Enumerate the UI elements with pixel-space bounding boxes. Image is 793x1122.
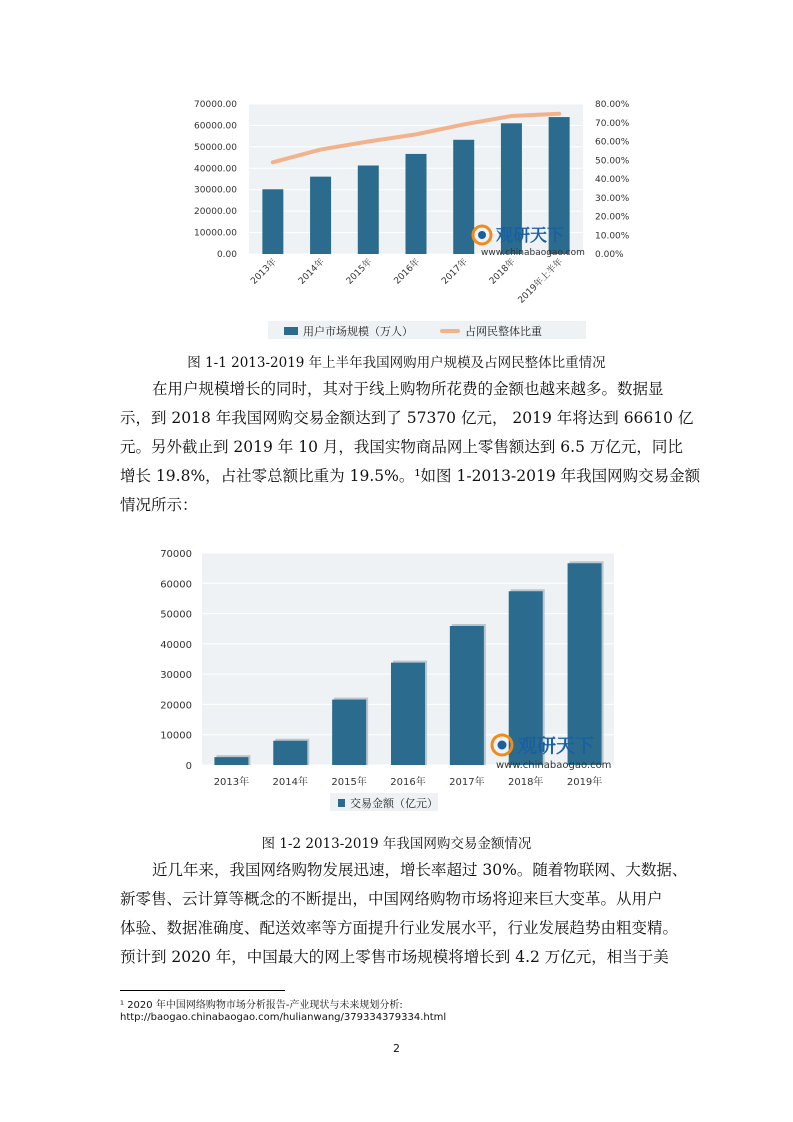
chart1-bar <box>453 140 474 254</box>
chart1-svg <box>185 98 645 350</box>
chart1-left-tick-label: 50000.00 <box>194 142 237 153</box>
chart1-left-tick-label: 0.00 <box>216 250 237 260</box>
chart1-left-tick-label: 10000.00 <box>194 228 237 239</box>
chart1-left-tick-label: 40000.00 <box>194 164 237 175</box>
paragraph-2-line: 近几年来，我国网络购物发展迅速，增长率超过 30%。随着物联网、大数据、 <box>152 861 688 879</box>
chart1-x-tick-label: 2013年 <box>249 257 279 287</box>
chart1-caption: 图 1-1 2013-2019 年上半年我国网购用户规模及占网民整体比重情况 <box>187 355 606 371</box>
chart1-legend-line-label: 占网民整体比重 <box>465 325 542 338</box>
chart2-y-tick-label: 20000 <box>160 700 192 712</box>
chart1-right-tick-label: 30.00% <box>595 193 630 204</box>
paragraph-1-line: 在用户规模增长的同时，其对于线上购物所花费的金额也越来越多。数据显 <box>152 380 664 398</box>
chart1-right-tick-label: 40.00% <box>595 175 630 185</box>
chart1-legend-bar <box>284 323 413 339</box>
chart2-y-tick-label: 30000 <box>160 670 192 682</box>
footnote-separator <box>120 990 285 991</box>
chart1-right-tick-label: 20.00% <box>595 212 630 223</box>
paragraph-2-line: 预计到 2020 年，中国最大的网上零售市场规模将增长到 4.2 万亿元，相当于美 <box>120 948 669 966</box>
chart2-bar <box>214 757 248 765</box>
chart1-bar <box>310 177 331 254</box>
paragraph-2-line: 新零售、云计算等概念的不断提出，中国网络购物市场将迎来巨大变革。从用户 <box>120 890 663 908</box>
paragraph-1-line: 增长 19.8%，占社零总额比重为 19.5%。¹如图 1-2013-2019 年我国网购交易金额 <box>120 467 701 485</box>
chart2-y-tick-label: 0 <box>185 761 192 772</box>
chart2-legend-bar <box>338 795 438 811</box>
chart1-bar <box>358 166 379 255</box>
paragraph-2-line: 体验、数据准确度、配送效率等方面提升行业发展水平，行业发展趋势由粗变精。 <box>120 919 679 937</box>
chart2-caption: 图 1-2 2013-2019 年我国网购交易金额情况 <box>261 836 532 852</box>
chart1-left-tick-label: 70000.00 <box>194 100 237 110</box>
paragraph-1-line: 情况所示： <box>120 496 198 514</box>
chart1-legend-bar-label: 用户市场规模（万人） <box>303 325 413 338</box>
chart1-line-point <box>510 115 513 118</box>
chart2-y-tick-label: 70000 <box>160 549 192 560</box>
watermark-text: 观研天下 <box>496 226 564 246</box>
legend-line-swatch-icon <box>440 329 460 333</box>
footnote-text: ¹ 2020 年中国网络购物市场分析报告-产业现状与未来规划分析: <box>120 1000 403 1011</box>
chart1-line-point <box>319 148 322 151</box>
chart1-left-tick-label: 60000.00 <box>194 121 237 132</box>
paragraph-1 <box>120 375 701 520</box>
footnote-link[interactable]: http://baogao.chinabaogao.com/hulianwang/379334379334.html <box>120 1012 447 1023</box>
chart1-right-tick-label: 60.00% <box>595 137 630 148</box>
chart1-left-tick-label: 30000.00 <box>194 185 237 196</box>
chart2-x-tick-label: 2018年 <box>507 777 544 788</box>
paragraph-1-line: 元。另外截止到 2019 年 10 月，我国实物商品网上零售额达到 6.5 万亿元，同比 <box>120 438 683 456</box>
chart2-x-tick-label: 2019年 <box>566 777 603 788</box>
page-number: 2 <box>393 1042 400 1055</box>
chart2-bar <box>332 700 366 765</box>
chart1-line-point <box>367 140 370 143</box>
chart1-right-tick-label: 80.00% <box>595 100 630 110</box>
chart1-right-tick-label: 10.00% <box>595 231 630 242</box>
chart1-right-tick-label: 50.00% <box>595 156 630 167</box>
chart1-line-point <box>558 112 561 115</box>
chart2-watermark <box>492 735 611 771</box>
chart1-line-point <box>271 161 274 164</box>
chart2-x-tick-label: 2014年 <box>272 777 309 788</box>
chart2-x-tick-label: 2015年 <box>331 777 367 788</box>
chart2-x-tick-label: 2013年 <box>213 777 250 788</box>
paragraph-2 <box>120 856 688 972</box>
chart2-bar <box>391 663 425 765</box>
legend-bar-swatch-icon <box>284 327 298 335</box>
chart1-x-tick-label: 2017年 <box>440 257 470 287</box>
chart2-bar <box>273 741 307 765</box>
chart2-y-tick-label: 10000 <box>160 730 192 742</box>
chart2-y-tick-label: 60000 <box>160 579 192 591</box>
chart1-x-tick-label: 2014年 <box>297 257 327 287</box>
chart1-right-tick-label: 0.00% <box>595 250 624 260</box>
chart1-bar <box>406 154 427 254</box>
chart1-bar <box>262 189 283 254</box>
chart2-svg <box>160 540 630 830</box>
chart2-x-tick-label: 2017年 <box>449 777 485 788</box>
chart1-x-tick-label: 2016年 <box>392 257 423 287</box>
chart1-x-tick-label: 2019年上半年 <box>516 257 566 306</box>
chart1-line-point <box>415 133 418 136</box>
chart1-left-tick-label: 20000.00 <box>194 207 237 218</box>
chart1-line-point <box>462 123 465 126</box>
chart2-bar <box>450 626 484 765</box>
watermark-url: www.chinabaogao.com <box>496 760 612 771</box>
chart1-right-tick-label: 70.00% <box>595 118 630 129</box>
chart2-y-tick-label: 50000 <box>160 609 192 621</box>
chart2-legend-bar-label: 交易金额（亿元） <box>350 797 438 810</box>
chart2-x-tick-label: 2016年 <box>390 777 426 788</box>
chart1-x-tick-label: 2018年 <box>487 257 518 287</box>
paragraph-1-line: 示，到 2018 年我国网购交易金额达到了 57370 亿元， 2019 年将达到 66610 亿 <box>120 409 694 427</box>
watermark-text: 观研天下 <box>518 735 595 757</box>
watermark-url: www.chinabaogao.com <box>481 248 585 258</box>
chart2-y-tick-label: 40000 <box>160 639 192 651</box>
chart1-x-tick-label: 2015年 <box>344 257 375 287</box>
chart1-legend-line <box>440 323 542 339</box>
legend-bar-swatch-icon <box>338 799 345 807</box>
